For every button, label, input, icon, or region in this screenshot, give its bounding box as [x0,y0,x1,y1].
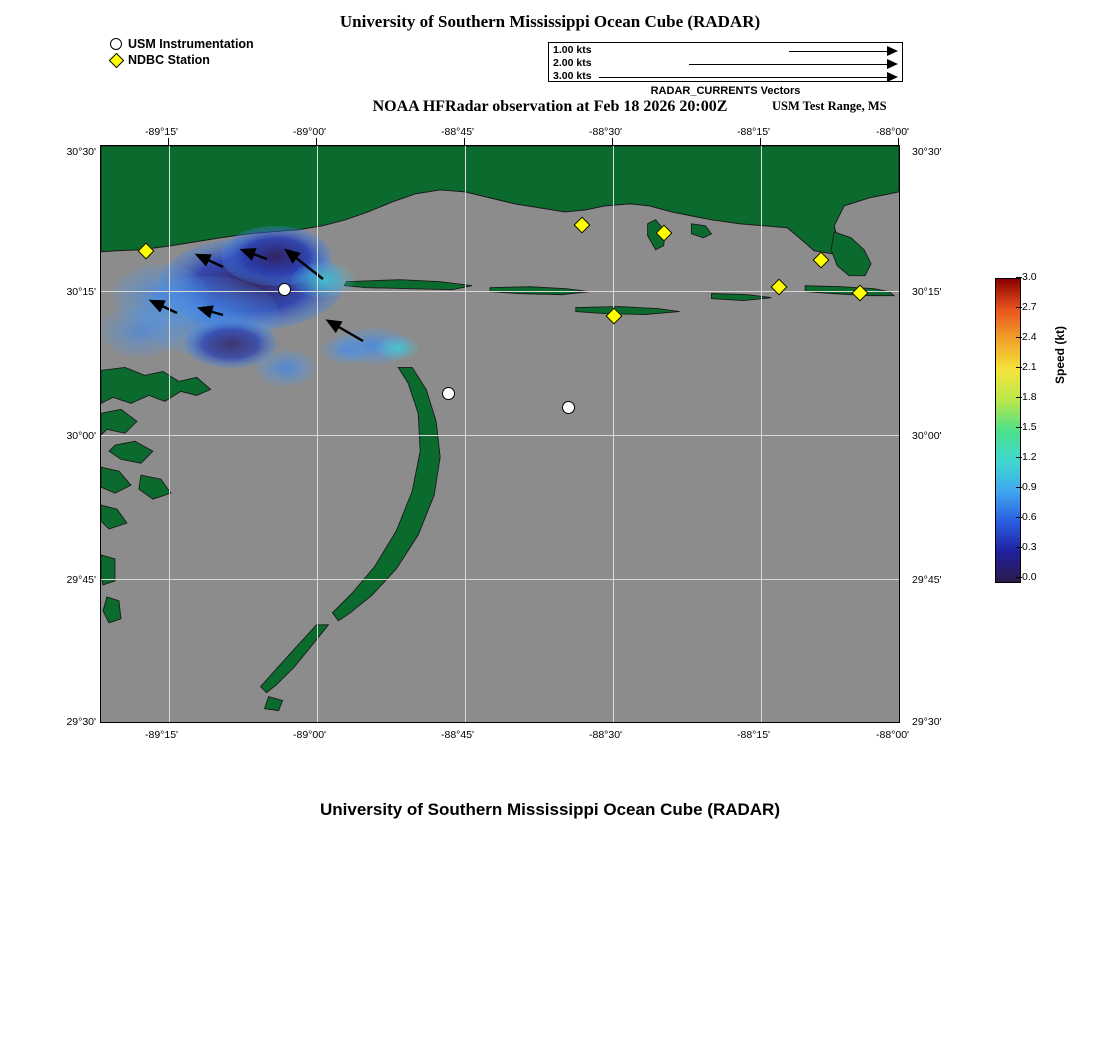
grid-line-vertical [761,146,762,722]
vector-key-label: 3.00 kts [553,70,592,82]
grid-line-vertical [613,146,614,722]
vector-key-caption: RADAR_CURRENTS Vectors [650,85,801,97]
colorbar-tick: 2.4 [1022,331,1037,343]
colorbar-tick: 0.3 [1022,541,1037,553]
vector-arrowhead-icon [887,72,898,82]
axis-tick-left: 30°30' [66,146,96,158]
legend-item-label: NDBC Station [128,53,210,67]
map-canvas[interactable] [100,145,900,723]
tick-mark [168,138,169,145]
vector-key-row [549,57,902,70]
vector-key-label: 1.00 kts [553,44,592,56]
axis-tick-left: 29°30' [66,716,96,728]
legend-item-label: USM Instrumentation [128,37,254,51]
tick-mark [464,138,465,145]
tick-mark [898,138,899,145]
diamond-icon [109,52,125,68]
vector-arrowhead-icon [887,46,898,56]
colorbar-title: Speed (kt) [1053,325,1067,384]
tick-mark [612,138,613,145]
axis-tick-top: -88°45' [441,126,475,138]
axis-tick-right: 30°15' [912,286,942,298]
axis-tick-left: 29°45' [66,574,96,586]
grid-line-vertical [317,146,318,722]
map-subtitle: NOAA HFRadar observation at Feb 18 2026 20:00Z [372,98,728,115]
axis-tick-bottom: -88°00' [876,729,910,741]
colorbar [995,271,1067,583]
usm-station-marker[interactable] [278,283,291,296]
axis-tick-top: -88°30' [589,126,623,138]
colorbar-gradient [995,278,1021,583]
axis-tick-right: 29°45' [912,574,942,586]
usm-station-marker[interactable] [442,387,455,400]
grid-line-vertical [169,146,170,722]
vector-key-row [549,44,902,57]
tick-mark [760,138,761,145]
vector-shaft [789,51,889,52]
vector-shaft [599,77,889,78]
colorbar-tick: 1.5 [1022,421,1037,433]
axis-tick-left: 30°15' [66,286,96,298]
axis-tick-left: 30°00' [66,430,96,442]
colorbar-tick: 0.9 [1022,481,1037,493]
colorbar-tick: 1.8 [1022,391,1037,403]
colorbar-tick: 2.1 [1022,361,1037,373]
page-title: University of Southern Mississippi Ocean Cube (RADAR) [339,12,761,31]
axis-tick-bottom: -89°15' [145,729,179,741]
axis-tick-right: 30°00' [912,430,942,442]
vector-key-label: 2.00 kts [553,57,592,69]
colorbar-tick: 0.6 [1022,511,1037,523]
colorbar-tick: 2.7 [1022,301,1037,313]
axis-tick-right: 29°30' [912,716,942,728]
usm-station-marker[interactable] [562,401,575,414]
grid-line-horizontal [101,435,899,436]
axis-tick-bottom: -89°00' [293,729,327,741]
colorbar-tick: 0.0 [1022,571,1037,583]
axis-tick-bottom: -88°15' [737,729,771,741]
colorbar-tick: 3.0 [1022,271,1037,283]
vector-shaft [689,64,889,65]
tick-mark [316,138,317,145]
circle-icon [110,38,122,50]
grid-line-vertical [465,146,466,722]
axis-tick-right: 30°30' [912,146,942,158]
test-range-label: USM Test Range, MS [772,99,887,113]
map-legend [110,36,254,68]
legend-item-usm [110,36,254,52]
axis-tick-top: -88°15' [737,126,771,138]
vector-key-row [549,70,902,83]
vector-arrowhead-icon [887,59,898,69]
axis-tick-top: -89°00' [293,126,327,138]
axis-tick-bottom: -88°45' [441,729,475,741]
axis-tick-top: -88°00' [876,126,910,138]
colorbar-tick: 1.2 [1022,451,1037,463]
axis-tick-top: -89°15' [145,126,179,138]
grid-line-horizontal [101,579,899,580]
axis-tick-bottom: -88°30' [589,729,623,741]
legend-item-ndbc [110,52,254,68]
vector-scale-key [548,42,903,82]
footer-title: University of Southern Mississippi Ocean Cube (RADAR) [319,800,780,819]
